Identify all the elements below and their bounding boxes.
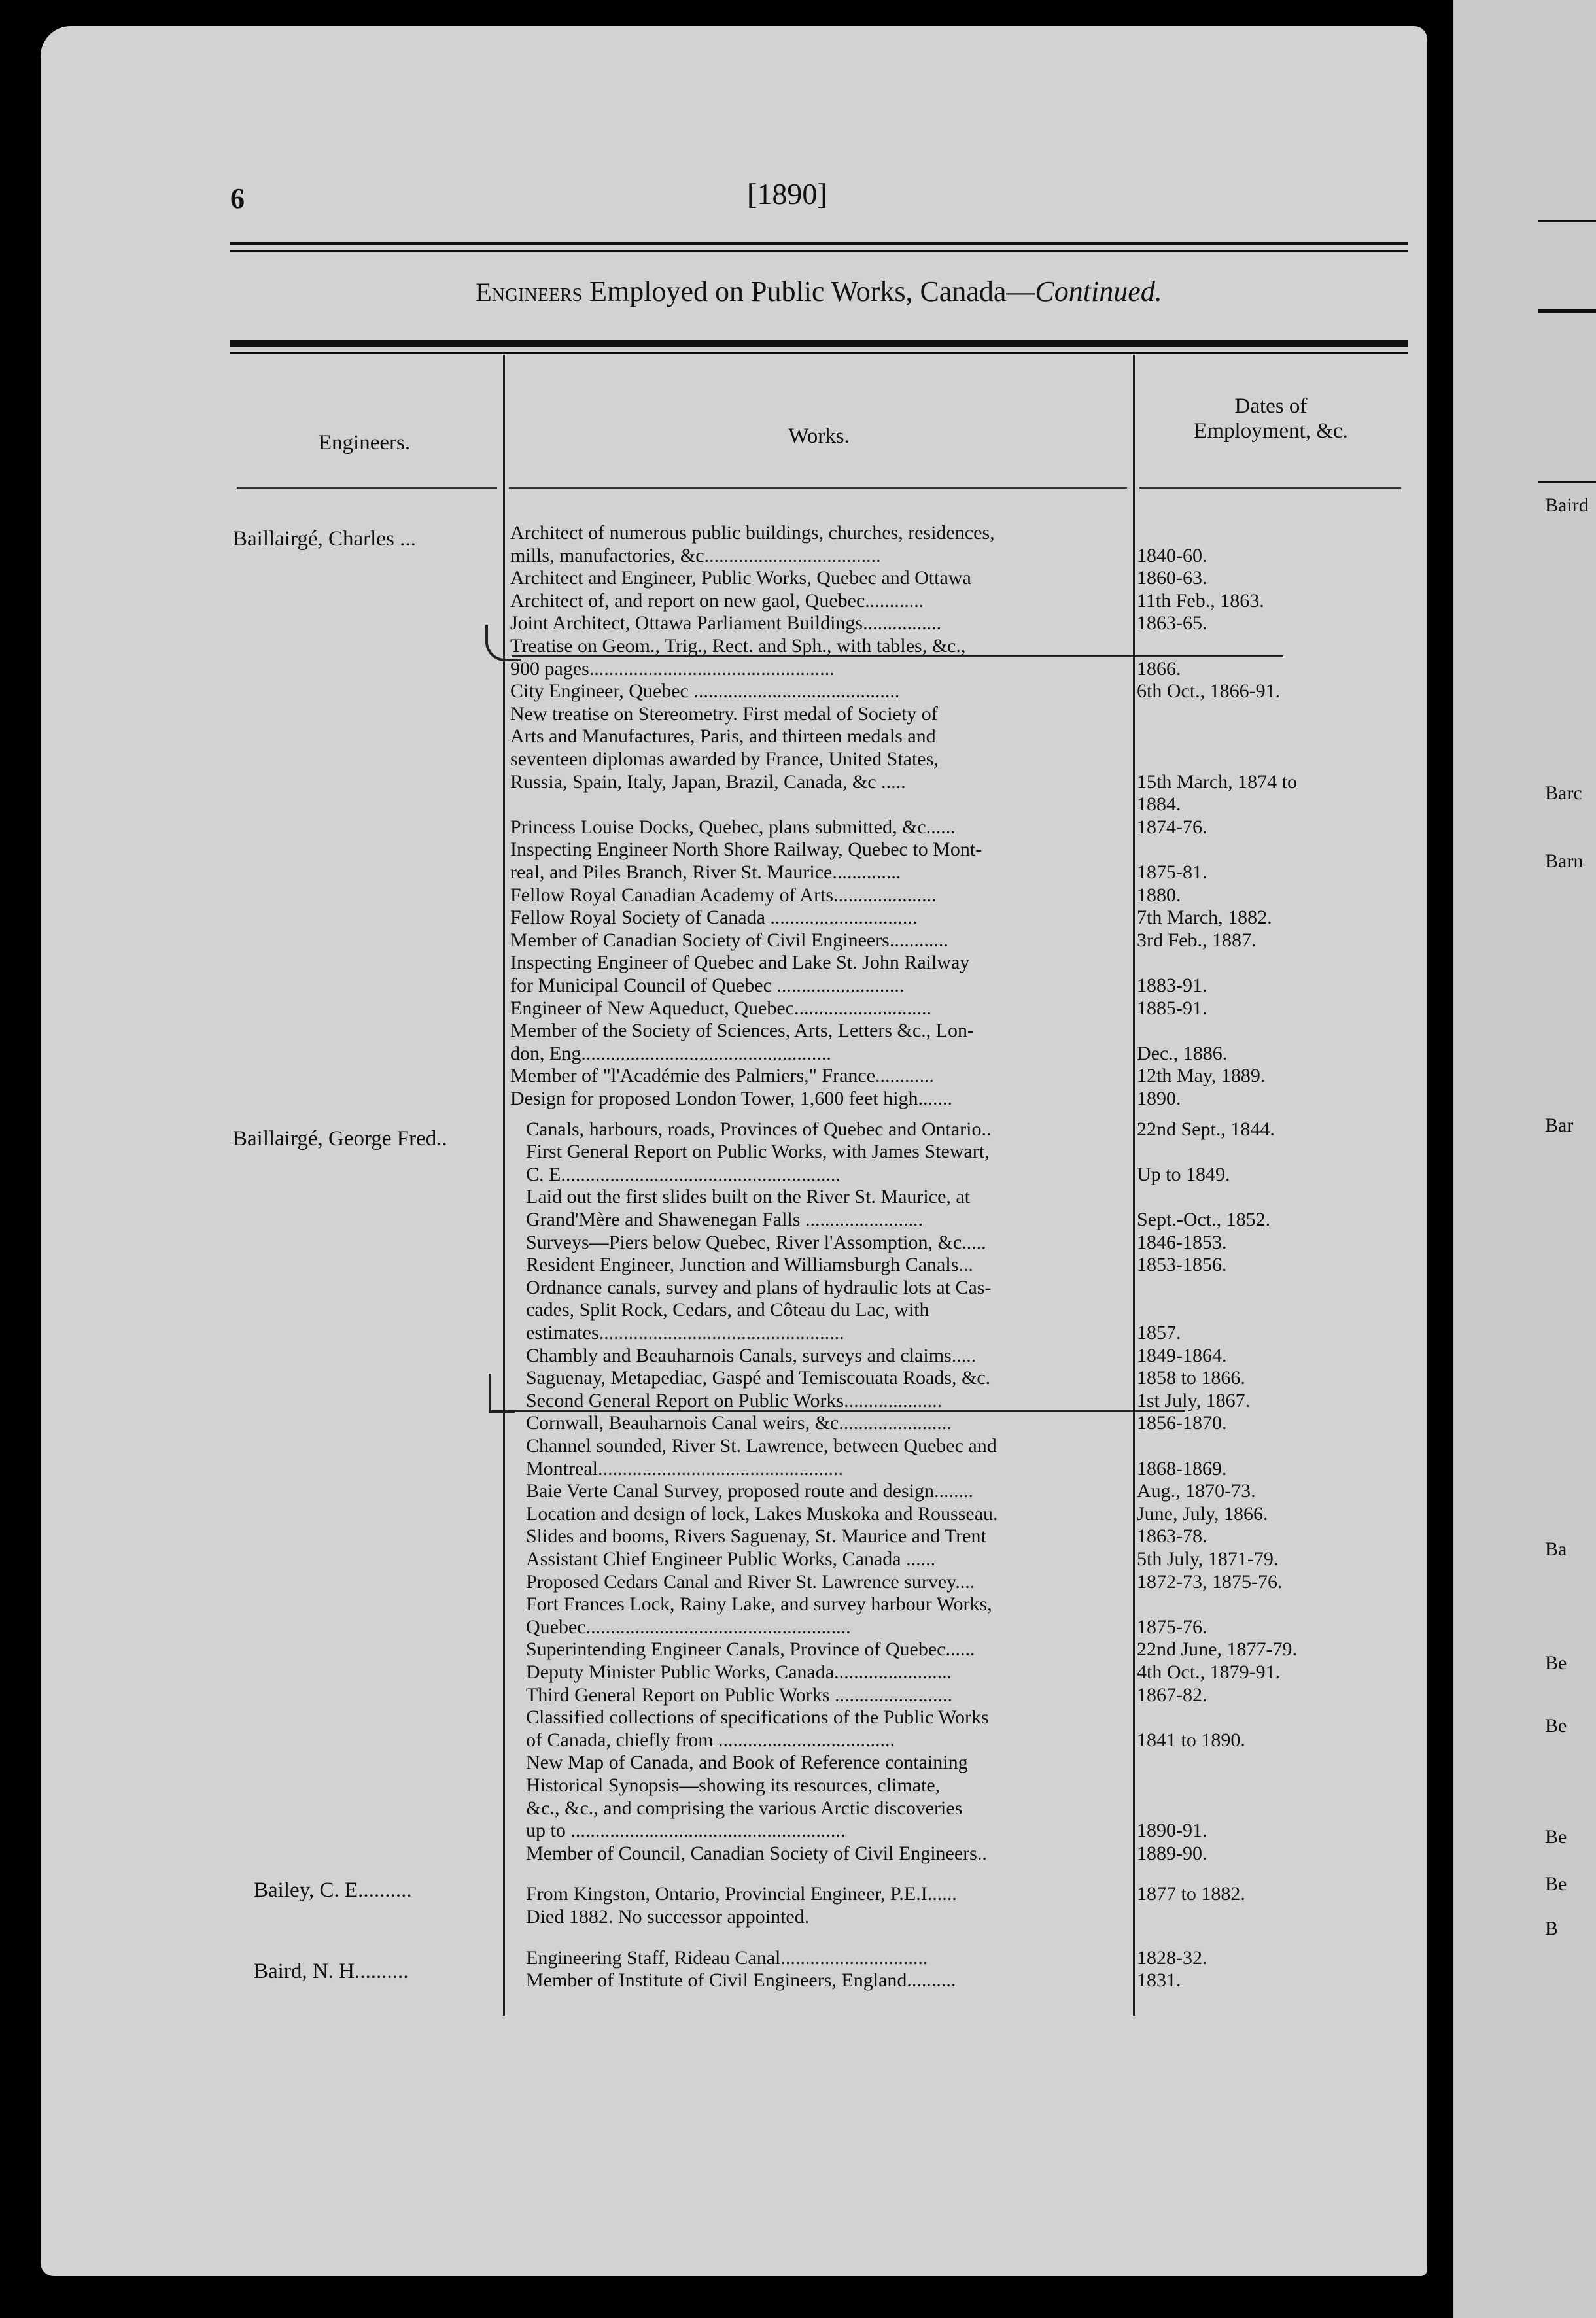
- work-line: Member of Canadian Society of Civil Engineers............: [510, 929, 948, 951]
- work-line: Montreal..................................................: [526, 1457, 843, 1479]
- work-line: Surveys—Piers below Quebec, River l'Assomption, &c.....: [526, 1231, 986, 1253]
- work-line: Treatise on Geom., Trig., Rect. and Sph., with tables, &c.,: [510, 635, 966, 657]
- work-line: New treatise on Stereometry. First medal of Society of: [510, 702, 938, 725]
- engineer-name: Baillairgé, George Fred..: [233, 1127, 447, 1150]
- employment-date: Dec., 1886.: [1137, 1042, 1228, 1064]
- employment-date: 6th Oct., 1866-91.: [1137, 680, 1281, 702]
- work-line: Classified collections of specifications of the Public Works: [526, 1706, 989, 1729]
- column-header-dates: [1134, 394, 1408, 443]
- adjacent-page-name-stub: Ba: [1545, 1538, 1567, 1560]
- adjacent-page-name-stub: Baird: [1545, 494, 1589, 516]
- employment-date: 1st July, 1867.: [1137, 1389, 1251, 1411]
- adjacent-page-rule: [1538, 309, 1596, 313]
- employment-date: 1880.: [1137, 884, 1181, 906]
- employment-date: 1828-32.: [1137, 1946, 1207, 1969]
- employment-date: 22nd Sept., 1844.: [1137, 1118, 1275, 1140]
- employment-date: 5th July, 1871-79.: [1137, 1548, 1279, 1570]
- work-line: of Canada, chiefly from ....................................: [526, 1729, 895, 1751]
- dates-header-line-2: Employment, &c.: [1194, 419, 1348, 443]
- page-year: [1890]: [747, 177, 827, 211]
- work-line: Architect of numerous public buildings, churches, residences,: [510, 522, 995, 544]
- work-line: Member of the Society of Sciences, Arts, Letters &c., Lon-: [510, 1020, 974, 1042]
- work-line: Grand'Mère and Shawenegan Falls ........................: [526, 1209, 923, 1230]
- work-line: estimates..................................................: [526, 1322, 844, 1343]
- title-part-2: Employed on Public Works, Canada—: [582, 275, 1035, 307]
- work-line: Member of Council, Canadian Society of Civil Engineers..: [526, 1842, 987, 1864]
- title-rule-thin: [230, 352, 1408, 354]
- employment-date: 1831.: [1137, 1969, 1181, 1992]
- adjacent-page-name-stub: Barn: [1545, 850, 1584, 872]
- work-line: Fort Frances Lock, Rainy Lake, and survey harbour Works,: [526, 1593, 992, 1616]
- work-line: Princess Louise Docks, Quebec, plans submitted, &c......: [510, 816, 956, 838]
- work-line: Engineering Staff, Rideau Canal..............................: [526, 1946, 928, 1969]
- work-line: Assistant Chief Engineer Public Works, Canada ......: [526, 1548, 936, 1570]
- employment-date: 1860-63.: [1137, 567, 1207, 589]
- title-part-1: Engineers: [476, 277, 583, 307]
- work-line: From Kingston, Ontario, Provincial Engineer, P.E.I......: [526, 1883, 957, 1905]
- employment-date: 1863-78.: [1137, 1525, 1207, 1548]
- title-rule-thick: [230, 340, 1408, 347]
- adjacent-page-name-stub: Barc: [1545, 782, 1582, 804]
- column-divider-2: [1133, 355, 1135, 2016]
- employment-date: 1874-76.: [1137, 816, 1207, 838]
- employment-date: 1884.: [1137, 793, 1181, 816]
- employment-date: 1877 to 1882.: [1137, 1883, 1245, 1905]
- employment-date: 1883-91.: [1137, 975, 1207, 996]
- employment-date: 1868-1869.: [1137, 1457, 1227, 1479]
- work-line: Joint Architect, Ottawa Parliament Buildings................: [510, 612, 942, 634]
- page-title: [230, 275, 1408, 308]
- work-line: Chambly and Beauharnois Canals, surveys and claims.....: [526, 1344, 977, 1366]
- employment-date: 1846-1853.: [1137, 1231, 1227, 1253]
- employment-date: 1867-82.: [1137, 1684, 1207, 1706]
- work-line: First General Report on Public Works, with James Stewart,: [526, 1141, 990, 1163]
- dates-header-line-1: Dates of: [1234, 394, 1308, 418]
- employment-date: 1863-65.: [1137, 612, 1207, 634]
- employment-date: 1856-1870.: [1137, 1412, 1227, 1434]
- work-line: real, and Piles Branch, River St. Maurice..............: [510, 861, 901, 883]
- work-line: Fellow Royal Canadian Academy of Arts.....................: [510, 884, 937, 906]
- employment-date: 1875-76.: [1137, 1616, 1207, 1638]
- work-line: Fellow Royal Society of Canada ..............................: [510, 907, 918, 929]
- employment-date: Up to 1849.: [1137, 1163, 1230, 1185]
- employment-date: 1890.: [1137, 1088, 1181, 1109]
- employment-date: 1849-1864.: [1137, 1344, 1227, 1366]
- work-line: Historical Synopsis—showing its resources, climate,: [526, 1774, 941, 1796]
- work-line: Deputy Minister Public Works, Canada........................: [526, 1661, 952, 1683]
- page-number: 6: [230, 182, 245, 215]
- work-line: Ordnance canals, survey and plans of hydraulic lots at Cas-: [526, 1276, 992, 1298]
- work-line: Proposed Cedars Canal and River St. Lawrence survey....: [526, 1570, 975, 1593]
- work-line: Member of "l'Académie des Palmiers," France............: [510, 1065, 935, 1087]
- employment-date: Sept.-Oct., 1852.: [1137, 1209, 1271, 1230]
- work-line: C. E.........................................................: [526, 1163, 841, 1185]
- work-line: Design for proposed London Tower, 1,600 feet high.......: [510, 1088, 953, 1109]
- adjacent-page-rule: [1538, 481, 1596, 483]
- work-line: up to ........................................................: [526, 1820, 846, 1842]
- work-line: don, Eng...................................................: [510, 1042, 831, 1064]
- employment-date: 1890-91.: [1137, 1820, 1207, 1842]
- employment-date: 1872-73, 1875-76.: [1137, 1570, 1283, 1593]
- work-line: Baie Verte Canal Survey, proposed route and design........: [526, 1480, 974, 1502]
- adjacent-page-name-stub: Be: [1545, 1826, 1567, 1848]
- employment-date: 3rd Feb., 1887.: [1137, 929, 1257, 951]
- header-underline-2: [509, 487, 1127, 489]
- work-line: Arts and Manufactures, Paris, and thirteen medals and: [510, 725, 936, 748]
- column-header-works: Works.: [788, 424, 850, 448]
- column-header-engineers: Engineers.: [318, 431, 411, 455]
- employment-date: 1866.: [1137, 657, 1181, 680]
- employment-date: Aug., 1870-73.: [1137, 1480, 1256, 1502]
- engineer-name: Baird, N. H..........: [254, 1960, 409, 1983]
- work-line: Architect and Engineer, Public Works, Quebec and Ottawa: [510, 567, 971, 589]
- employment-date: 1840-60.: [1137, 544, 1207, 566]
- header-rule-bottom: [230, 250, 1408, 252]
- work-line: Died 1882. No successor appointed.: [526, 1906, 810, 1928]
- employment-date: 11th Feb., 1863.: [1137, 589, 1264, 612]
- work-line: Member of Institute of Civil Engineers, England..........: [526, 1969, 956, 1992]
- work-line: Channel sounded, River St. Lawrence, between Quebec and: [526, 1435, 997, 1457]
- header-underline-1: [237, 487, 497, 489]
- employment-date: 15th March, 1874 to: [1137, 770, 1297, 793]
- work-line: 900 pages..................................................: [510, 657, 835, 680]
- adjacent-page-name-stub: Be: [1545, 1715, 1567, 1737]
- employment-date: 1875-81.: [1137, 861, 1207, 883]
- work-line: cades, Split Rock, Cedars, and Côteau du Lac, with: [526, 1299, 929, 1321]
- adjacent-page-edge: [1453, 0, 1596, 2318]
- work-line: Third General Report on Public Works ........................: [526, 1684, 952, 1706]
- employment-date: 1889-90.: [1137, 1842, 1207, 1864]
- handwritten-underline: [512, 1410, 1185, 1412]
- employment-date: 22nd June, 1877-79.: [1137, 1638, 1297, 1661]
- work-line: Quebec......................................................: [526, 1616, 851, 1638]
- employment-date: 1841 to 1890.: [1137, 1729, 1245, 1751]
- adjacent-page-name-stub: Bar: [1545, 1115, 1574, 1136]
- adjacent-page-name-stub: B: [1545, 1918, 1559, 1939]
- work-line: for Municipal Council of Quebec ..........................: [510, 975, 905, 996]
- work-line: Inspecting Engineer of Quebec and Lake St. John Railway: [510, 952, 970, 974]
- work-line: Second General Report on Public Works....................: [526, 1389, 943, 1411]
- work-line: &c., &c., and comprising the various Arctic discoveries: [526, 1797, 963, 1819]
- work-line: Location and design of lock, Lakes Muskoka and Rousseau.: [526, 1502, 998, 1525]
- adjacent-page-name-stub: Be: [1545, 1873, 1567, 1895]
- handwritten-underline: [512, 655, 1283, 657]
- work-line: Inspecting Engineer North Shore Railway, Quebec to Mont-: [510, 839, 982, 861]
- work-line: Architect of, and report on new gaol, Quebec............: [510, 589, 924, 612]
- employment-date: 1853-1856.: [1137, 1254, 1227, 1276]
- employment-date: June, July, 1866.: [1137, 1502, 1268, 1525]
- work-line: Superintending Engineer Canals, Province of Quebec......: [526, 1638, 975, 1661]
- engineer-name: Baillairgé, Charles ...: [233, 527, 416, 551]
- work-line: Slides and booms, Rivers Saguenay, St. Maurice and Trent: [526, 1525, 986, 1548]
- work-line: Saguenay, Metapediac, Gaspé and Temiscouata Roads, &c.: [526, 1367, 991, 1389]
- adjacent-page-rule: [1538, 220, 1596, 222]
- engineer-name: Bailey, C. E..........: [254, 1878, 412, 1902]
- title-part-3: Continued.: [1035, 275, 1162, 307]
- work-line: City Engineer, Quebec ..........................................: [510, 680, 900, 702]
- employment-date: 1857.: [1137, 1322, 1181, 1343]
- work-line: Russia, Spain, Italy, Japan, Brazil, Canada, &c .....: [510, 770, 906, 793]
- employment-date: 7th March, 1882.: [1137, 907, 1272, 929]
- work-line: Laid out the first slides built on the River St. Maurice, at: [526, 1186, 971, 1208]
- employment-date: 12th May, 1889.: [1137, 1065, 1266, 1087]
- employment-date: 1885-91.: [1137, 997, 1207, 1019]
- document-page: [41, 26, 1427, 2276]
- handwritten-bracket-mark: [489, 1374, 515, 1413]
- employment-date: 1858 to 1866.: [1137, 1367, 1245, 1389]
- work-line: Cornwall, Beauharnois Canal weirs, &c.......................: [526, 1412, 952, 1434]
- employment-date: 4th Oct., 1879-91.: [1137, 1661, 1281, 1683]
- work-line: Canals, harbours, roads, Provinces of Quebec and Ontario..: [526, 1118, 992, 1140]
- column-divider-1: [503, 355, 505, 2016]
- header-underline-3: [1139, 487, 1401, 489]
- work-line: seventeen diplomas awarded by France, United States,: [510, 748, 939, 770]
- header-rule-top: [230, 242, 1408, 245]
- work-line: mills, manufactories, &c....................................: [510, 544, 881, 566]
- work-line: New Map of Canada, and Book of Reference containing: [526, 1752, 968, 1774]
- work-line: Resident Engineer, Junction and Williamsburgh Canals...: [526, 1254, 973, 1276]
- work-line: Engineer of New Aqueduct, Quebec............................: [510, 997, 932, 1019]
- adjacent-page-name-stub: Be: [1545, 1652, 1567, 1674]
